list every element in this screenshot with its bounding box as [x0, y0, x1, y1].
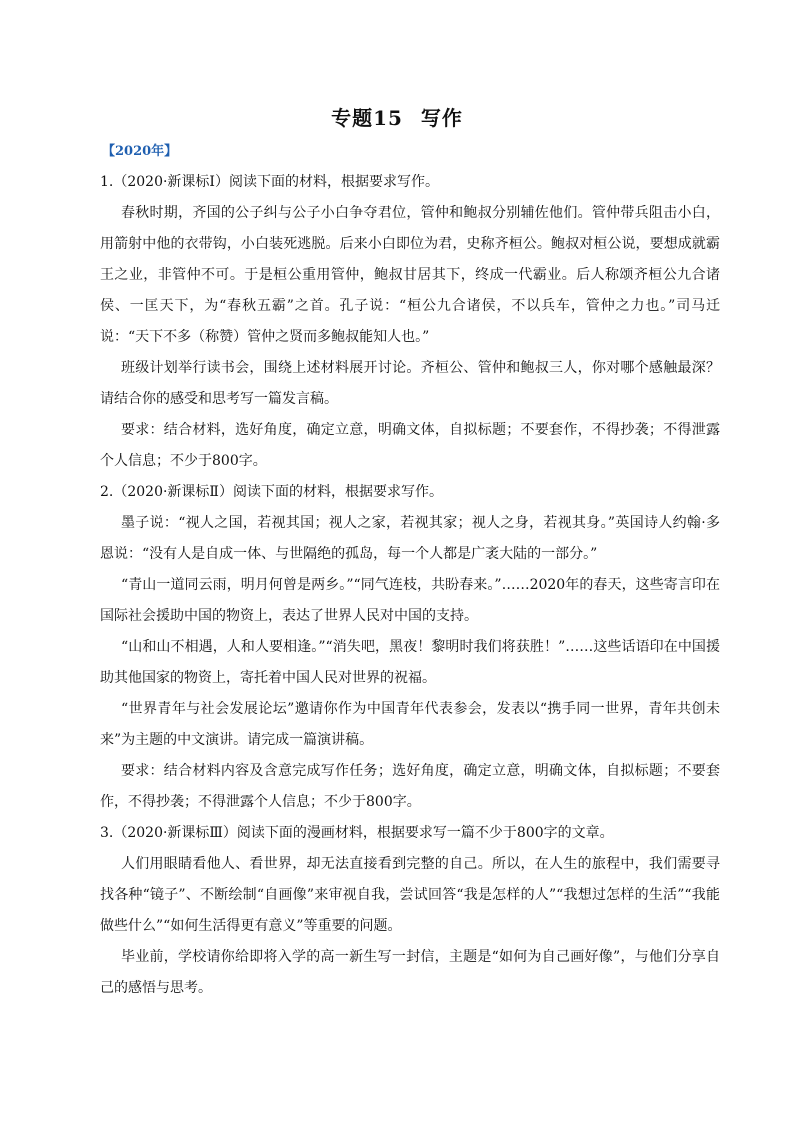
- question-2-task: “世界青年与社会发展论坛”邀请你作为中国青年代表参会，发表以“携手同一世界，青年共创未来”为主题的中文演讲。请完成一篇演讲稿。: [100, 701, 720, 748]
- title-main: 专题15: [331, 106, 403, 130]
- question-1-heading: 1.（2020·新课标Ⅰ）阅读下面的材料，根据要求写作。: [100, 174, 439, 190]
- question-2-heading: 2.（2020·新课标Ⅱ）阅读下面的材料，根据要求写作。: [100, 484, 443, 500]
- question-1-material: 春秋时期，齐国的公子纠与公子小白争夺君位，管仲和鲍叔分别辅佐他们。管仲带兵阻击小白，用箭射中他的衣带钩，小白装死逃脱。后来小白即位为君，史称齐桓公。鲍叔对桓公说，要想成就霸王之业，非管仲不可。于是桓公重用管仲，鲍叔甘居其下，终成一代霸业。后人称颂齐桓公九合诸侯、一匡天下，为“春秋五霸”之首。孔子说：“桓公九合诸侯，不以兵车，管仲之力也。”司马迁说：“天下不多（称赞）管仲之贤而多鲍叔能知人也。”: [100, 205, 720, 345]
- question-2-material-1: 墨子说：“视人之国，若视其国；视人之家，若视其家；视人之身，若视其身。”英国诗人约翰·多恩说：“没有人是自成一体、与世隔绝的孤岛，每一个人都是广袤大陆的一部分。”: [100, 515, 720, 562]
- question-1: [100, 167, 720, 477]
- question-2-material-3: “山和山不相遇，人和人要相逢。”“消失吧，黑夜！黎明时我们将获胜！”……这些话语印在中国援助其他国家的物资上，寄托着中国人民对世界的祝福。: [100, 639, 720, 686]
- question-2: [100, 477, 720, 818]
- year-tag: 【2020年】: [102, 144, 178, 159]
- question-2-requirements: 要求：结合材料内容及含意完成写作任务；选好角度，确定立意，明确文体，自拟标题；不要套作，不得抄袭；不得泄露个人信息；不少于800字。: [100, 763, 720, 810]
- question-3-heading: 3.（2020·新课标Ⅲ）阅读下面的漫画材料，根据要求写一篇不少于800字的文章。: [100, 825, 614, 841]
- question-3: [100, 818, 720, 1004]
- question-3-material: 人们用眼睛看他人、看世界，却无法直接看到完整的自己。所以，在人生的旅程中，我们需要寻找各种“镜子”、不断绘制“自画像”来审视自我，尝试回答“我是怎样的人”“我想过怎样的生活”“我能做些什么”“如何生活得更有意义”等重要的问题。: [100, 856, 720, 934]
- title-sub: 写作: [420, 106, 463, 130]
- page-title: [0, 102, 794, 131]
- question-1-requirements: 要求：结合材料，选好角度，确定立意，明确文体，自拟标题；不要套作，不得抄袭；不得泄露个人信息；不少于800字。: [100, 422, 720, 469]
- question-3-task: 毕业前，学校请你给即将入学的高一新生写一封信，主题是“如何为自己画好像”，与他们分享自己的感悟与思考。: [100, 949, 720, 996]
- question-2-material-2: “青山一道同云雨，明月何曾是两乡。”“同气连枝，共盼春来。”……2020年的春天，这些寄言印在国际社会援助中国的物资上，表达了世界人民对中国的支持。: [100, 577, 720, 624]
- question-1-task: 班级计划举行读书会，围绕上述材料展开讨论。齐桓公、管仲和鲍叔三人，你对哪个感触最深？请结合你的感受和思考写一篇发言稿。: [100, 360, 720, 407]
- document-body: [100, 140, 720, 1004]
